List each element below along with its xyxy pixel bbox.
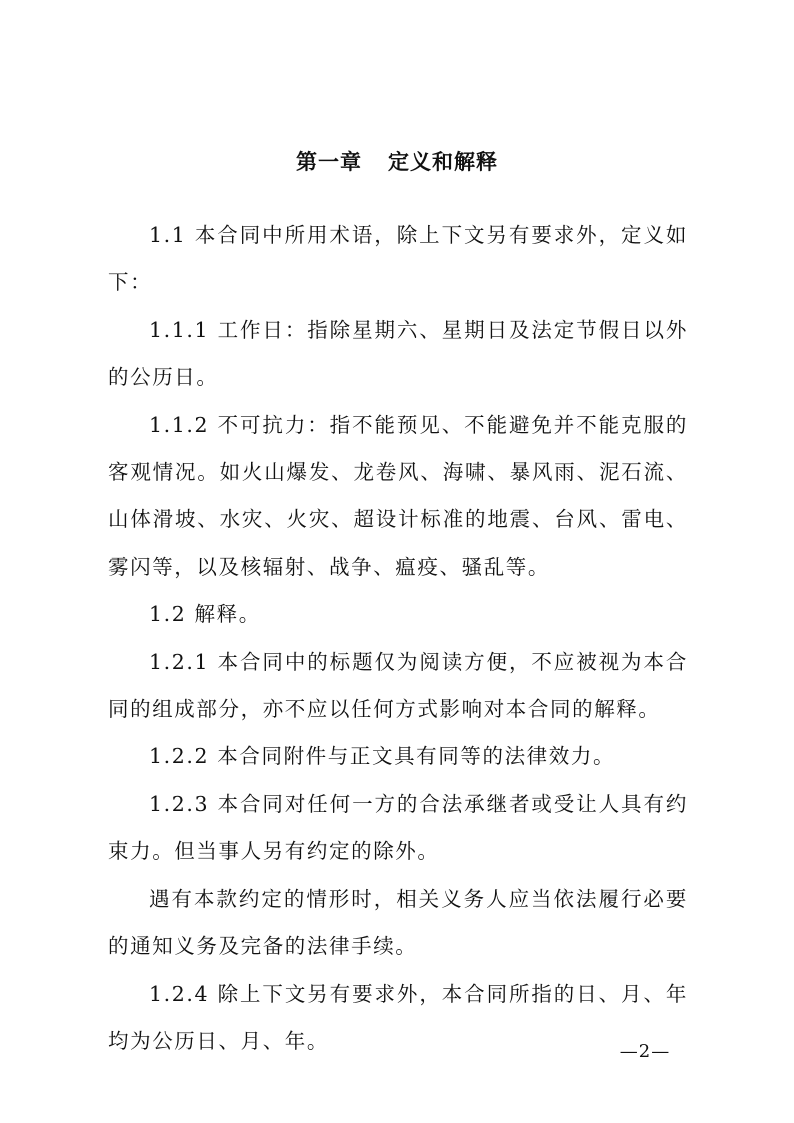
clause-1-2-2: 1.2.2 本合同附件与正文具有同等的法律效力。 — [149, 744, 616, 769]
clause-1-1: 1.1 本合同中所用术语，除上下文另有要求外，定义如下： — [108, 223, 688, 295]
clause-1-2: 1.2 解释。 — [149, 602, 261, 627]
clause-1-1-2: 1.1.2 不可抗力：指不能预见、不能避免并不能克服的客观情况。如火山爆发、龙卷风、海啸、暴风雨、泥石流、山体滑坡、水灾、火灾、超设计标准的地震、台风、雷电、雾闪等，以及核辐射、战争、瘟疫、骚乱等。 — [108, 412, 688, 579]
body-text — [108, 212, 688, 1065]
clause-1-2-3-note: 遇有本款约定的情形时，相关义务人应当依法履行必要的通知义务及完备的法律手续。 — [108, 886, 688, 959]
clause-1-2-3: 1.2.3 本合同对任何一方的合法承继者或受让人具有约束力。但当事人另有约定的除外。 — [108, 791, 688, 864]
clause-1-2-1: 1.2.1 本合同中的标题仅为阅读方便，不应被视为本合同的组成部分，亦不应以任何方式影响对本合同的解释。 — [108, 649, 688, 722]
clause-1-2-4: 1.2.4 除上下文另有要求外，本合同所指的日、月、年均为公历日、月、年。 — [108, 981, 688, 1053]
chapter-heading — [0, 146, 794, 178]
chapter-number: 第一章 — [296, 150, 362, 174]
clause-1-1-1: 1.1.1 工作日：指除星期六、星期日及法定节假日以外的公历日。 — [108, 317, 688, 390]
page-number: —2— — [619, 1041, 671, 1062]
chapter-title: 定义和解释 — [388, 150, 498, 174]
